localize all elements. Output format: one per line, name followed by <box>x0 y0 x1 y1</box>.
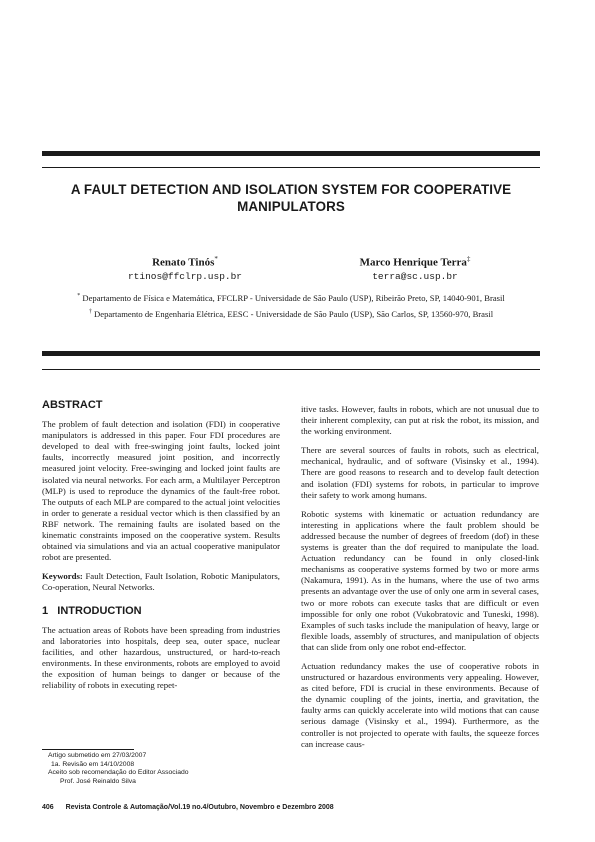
top-thin-rule <box>42 167 540 168</box>
affiliation-2-text: Departamento de Engenharia Elétrica, EESC - Universidade de São Paulo (USP), São Carlos, SP, 13560-970, Brasil <box>94 308 494 319</box>
author-1-email[interactable]: rtinos@ffclrp.usp.br <box>127 270 243 282</box>
mid-thick-rule <box>42 351 540 356</box>
author-2-name: Marco Henrique Terra <box>359 256 467 269</box>
keywords-text: Fault Detection, Fault Isolation, Robotic Manipulators, Co-operation, Neural Networks. <box>42 571 280 593</box>
footnote-line-1: Artigo submetido em 27/03/2007 <box>48 752 147 759</box>
footnotes <box>48 752 189 786</box>
author-2-mark: ‡ <box>466 255 471 263</box>
intro-heading-number: 1 <box>42 604 49 617</box>
abstract-heading: ABSTRACT <box>42 399 103 411</box>
title-line-1: A FAULT DETECTION AND ISOLATION SYSTEM FOR COOPERATIVE <box>70 182 512 197</box>
affiliation-1 <box>42 291 540 304</box>
right-column <box>301 404 539 758</box>
page-number: 406 <box>42 804 54 811</box>
author-1-mark: * <box>214 255 218 263</box>
affiliation-1-text: Departamento de Física e Matemática, FFCLRP - Universidade de São Paulo (USP), Ribeirão Preto, SP, 14040-901, Brasil <box>82 292 505 303</box>
affiliation-2 <box>42 307 540 320</box>
keywords <box>42 571 280 593</box>
author-2 <box>335 252 495 283</box>
mid-thin-rule <box>42 369 540 370</box>
intro-paragraph-4: Actuation redundancy makes the use of cooperative robots in unstructured or hazardous environments very appealing. However, as cited before, FDI is crucial in these environments. Because of the dynamic coupling of the joints, inertia, and gravitation, the faulty arms can quickly accelerate into wild motions that can cause serious damage (Visinsky et al., 1994). Furthermore, as the controller is not projected to operate with faults, the squeeze forces can increase caus- <box>301 660 539 749</box>
page-footer <box>42 804 334 811</box>
footnote-line-4: Prof. José Reinaldo Silva <box>60 777 136 785</box>
affiliation-1-mark: * <box>77 293 81 299</box>
author-1 <box>110 252 260 283</box>
intro-heading-text: INTRODUCTION <box>57 604 142 617</box>
keywords-label: Keywords: <box>42 571 83 582</box>
author-2-email[interactable]: terra@sc.usp.br <box>372 270 458 282</box>
footnote-line-2: 1a. Revisão em 14/10/2008 <box>51 760 135 768</box>
author-1-name: Renato Tinós <box>152 256 215 269</box>
top-thick-rule <box>42 151 540 156</box>
footnote-rule <box>42 749 134 750</box>
abstract-text: The problem of fault detection and isolation (FDI) in cooperative manipulators is addressed in this paper. Four FDI procedures are developed to deal with free-swinging joint faults, locked joint faults, incorrectly measured joint position, and incorrectly measured joint velocity. Free-swinging and locked joint faults are isolated via neural networks. For each arm, a Multilayer Perceptron (MLP) is used to reproduce the dynamics of the fault-free robot. The outputs of each MLP are compared to the actual joint velocities in order to generate a residual vector which is then classified by an RBF network. The remaining faults are isolated based on the kinematic constraints imposed on the cooperative system. Results obtained via simulations and via an actual cooperative manipulator robot are presented. <box>42 419 280 563</box>
intro-heading <box>42 606 280 617</box>
intro-paragraph-2: There are several sources of faults in robots, such as electrical, mechanical, hydraulic, and of software (Visinsky et al., 1994). There are good reasons to research and to develop fault detection and isolation (FDI) systems for robots, in particular to improve their safety to work among humans. <box>301 445 539 500</box>
affiliation-2-mark: † <box>88 309 92 315</box>
journal-info: Revista Controle & Automação/Vol.19 no.4/Outubro, Novembro e Dezembro 2008 <box>65 804 334 811</box>
intro-paragraph-3: Robotic systems with kinematic or actuation redundancy are interesting in applications where the fault problem should be addressed because the number of degrees of freedom (dof) in these systems is greater than the dof required to manipulate the load. Actuation redundancy can be found in only closed-link mechanisms as cooperative systems formed by two or more arms (Nakamura, 1991). As in the humans, where the use of two arms presents an advantage over the use of only one arm in several cases, two or more robots can execute tasks that are difficult or even impossible for only one robot (Vukobratovic and Tuneski, 1998). Examples of such tasks include the manipulation of heavy, large or flexible loads, assembly of structures, and manipulation of objects that can slide from only one robot end-effector. <box>301 508 539 652</box>
left-column <box>42 400 280 699</box>
intro-paragraph-1-continued: itive tasks. However, faults in robots, which are not unusual due to their inherent complexity, can put at risk the robot, its mission, and the working environment. <box>301 404 539 437</box>
footnote-line-3: Aceito sob recomendação do Editor Associado <box>48 769 189 777</box>
title-line-2: MANIPULATORS <box>237 199 345 214</box>
paper-title <box>42 181 540 215</box>
intro-paragraph-1: The actuation areas of Robots have been spreading from industries and laboratories into hospitals, deep sea, outer space, nuclear facilities, and other hazardous, unstructured, or hard-to-reach environments. In these environments, robots are employed to avoid the exposition of human beings to danger or because of the reliability of robots in executing repet- <box>42 624 280 691</box>
